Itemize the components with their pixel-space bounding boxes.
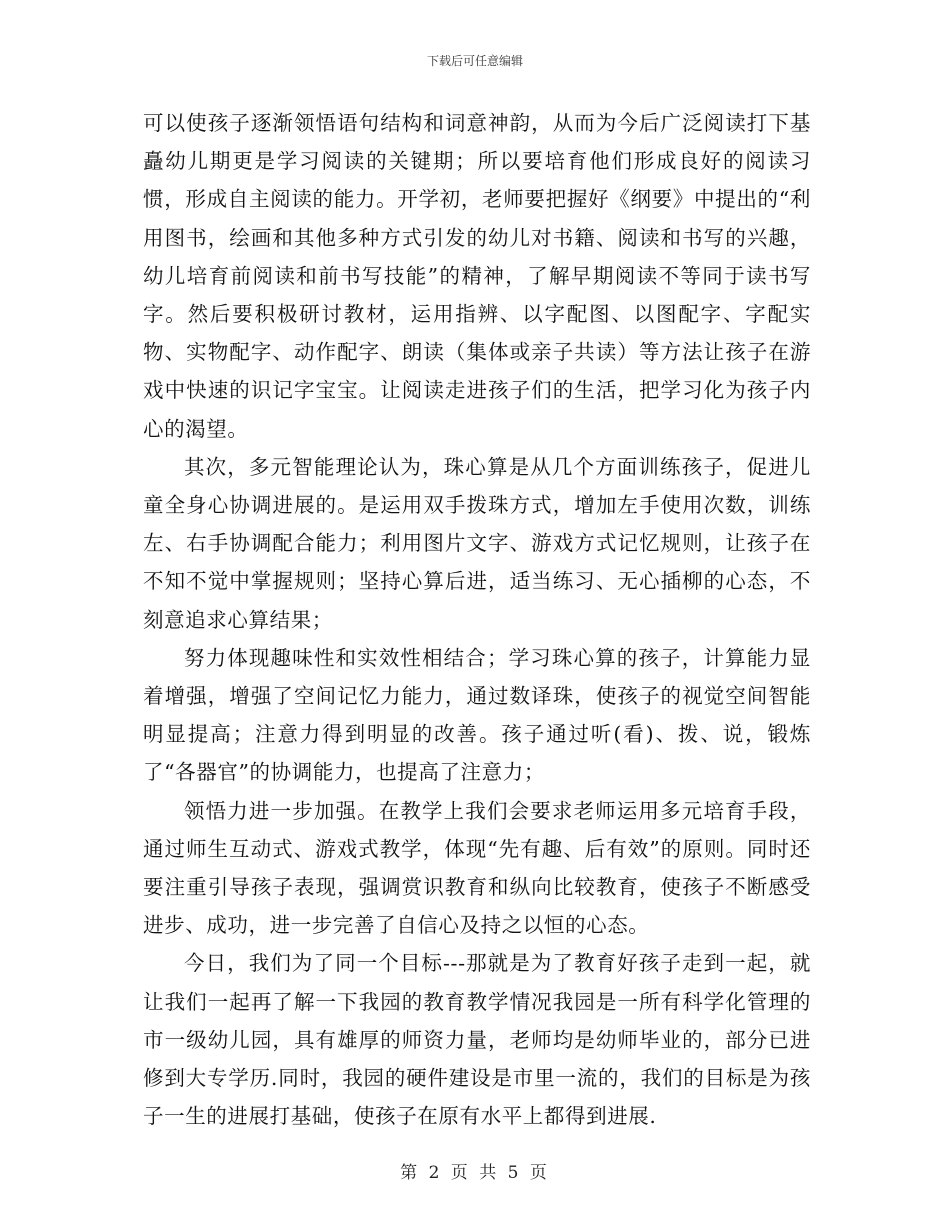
paragraph-4: 领悟力进一步加强。在教学上我们会要求老师运用多元培育手段，通过师生互动式、游戏式教学，体现“先有趣、后有效”的原则。同时还要注重引导孩子表现，强调赏识教育和纵向比较教育，使孩子不断感受进步、成功，进一步完善了自信心及持之以恒的心态。 [143, 798, 811, 938]
paragraph-2: 其次，多元智能理论认为，珠心算是从几个方面训练孩子，促进儿童全身心协调进展的。是运用双手拨珠方式，增加左手使用次数，训练左、右手协调配合能力；利用图片文字、游戏方式记忆规则，让孩子在不知不觉中掌握规则；坚持心算后进，适当练习、无心插柳的心态，不刻意追求心算结果； [143, 454, 811, 632]
body-text [143, 104, 811, 1135]
paragraph-1: 可以使孩子逐渐领悟语句结构和词意神韵，从而为今后广泛阅读打下基矗幼儿期更是学习阅读的关键期；所以要培育他们形成良好的阅读习惯，形成自主阅读的能力。开学初，老师要把握好《纲要》中提出的“利用图书，绘画和其他多种方式引发的幼儿对书籍、阅读和书写的兴趣，幼儿培育前阅读和前书写技能”的精神，了解早期阅读不等同于读书写字。然后要积极研讨教材，运用指辨、以字配图、以图配字、字配实物、实物配字、动作配字、朗读（集体或亲子共读）等方法让孩子在游戏中快速的识记字宝宝。让阅读走进孩子们的生活，把学习化为孩子内心的渴望。 [143, 111, 811, 441]
page-number-footer: 第 2 页 共 5 页 [400, 1163, 550, 1183]
paragraph-5: 今日，我们为了同一个目标---那就是为了教育好孩子走到一起，就让我们一起再了解一下我园的教育教学情况我园是一所有科学化管理的市一级幼儿园，具有雄厚的师资力量，老师均是幼师毕业的，部分已进修到大专学历.同时，我园的硬件建设是市里一流的，我们的目标是为孩子一生的进展打基础，使孩子在原有水平上都得到进展. [143, 951, 811, 1129]
page-header: 下载后可任意编辑 [426, 54, 523, 68]
paragraph-3: 努力体现趣味性和实效性相结合；学习珠心算的孩子，计算能力显着增强，增强了空间记忆力能力，通过数译珠，使孩子的视觉空间智能明显提高；注意力得到明显的改善。孩子通过听(看)、拨、说，锻炼了“各器官”的协调能力，也提高了注意力； [143, 645, 811, 785]
